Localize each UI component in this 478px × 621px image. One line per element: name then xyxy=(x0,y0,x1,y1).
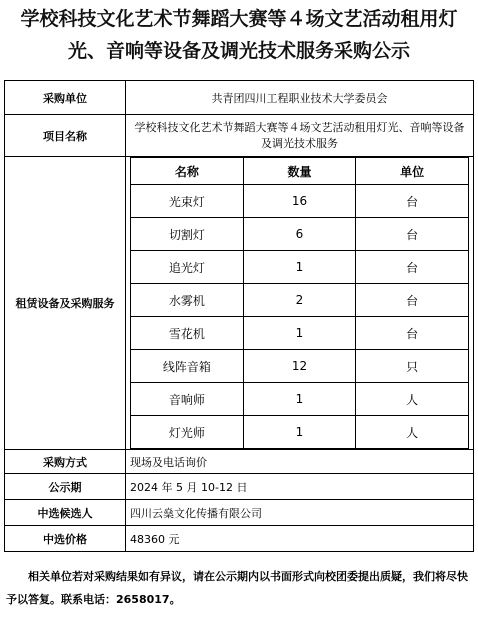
table-row xyxy=(131,383,469,416)
method-row xyxy=(5,450,474,474)
period-value: 2024 年 5 月 10-12 日 xyxy=(126,474,474,500)
winner-row xyxy=(5,500,474,526)
item-unit: 人 xyxy=(356,383,469,416)
item-unit: 台 xyxy=(356,185,469,218)
equipment-items-table xyxy=(130,157,469,449)
item-quantity: 1 xyxy=(243,416,356,449)
table-row xyxy=(131,185,469,218)
item-quantity: 12 xyxy=(243,350,356,383)
unit-label: 采购单位 xyxy=(5,81,126,115)
procurement-table xyxy=(4,80,474,552)
equipment-label-text: 租赁设备及采购服务 xyxy=(15,296,115,310)
period-row xyxy=(5,474,474,500)
notice-text: 相关单位若对采购结果如有异议，请在公示期内以书面形式向校团委提出质疑，我们将尽快予以答复。联系电话：2658017。 xyxy=(6,570,468,606)
unit-value: 共青团四川工程职业技术大学委员会 xyxy=(126,81,474,115)
item-unit: 只 xyxy=(356,350,469,383)
item-quantity: 1 xyxy=(243,251,356,284)
item-name: 光束灯 xyxy=(131,185,244,218)
item-name: 追光灯 xyxy=(131,251,244,284)
table-row xyxy=(131,284,469,317)
item-name: 水雾机 xyxy=(131,284,244,317)
item-name: 音响师 xyxy=(131,383,244,416)
item-quantity: 16 xyxy=(243,185,356,218)
method-value: 现场及电话询价 xyxy=(126,450,474,474)
equipment-label xyxy=(5,157,126,450)
project-row xyxy=(5,115,474,157)
project-value: 学校科技文化艺术节舞蹈大赛等４场文艺活动租用灯光、音响等设备及调光技术服务 xyxy=(126,115,474,157)
period-label: 公示期 xyxy=(5,474,126,500)
item-name: 灯光师 xyxy=(131,416,244,449)
header-unit: 单位 xyxy=(356,158,469,185)
item-name: 切割灯 xyxy=(131,218,244,251)
equipment-cell xyxy=(126,157,474,450)
item-name: 雪花机 xyxy=(131,317,244,350)
page-title-line-1: 学校科技文化艺术节舞蹈大赛等４场文艺活动租用灯 xyxy=(20,8,458,30)
winner-value: 四川云燊文化传播有限公司 xyxy=(126,500,474,526)
item-unit: 台 xyxy=(356,317,469,350)
item-unit: 人 xyxy=(356,416,469,449)
objection-notice xyxy=(6,565,472,611)
item-quantity: 1 xyxy=(243,383,356,416)
table-row xyxy=(131,218,469,251)
price-label: 中选价格 xyxy=(5,526,126,552)
item-unit: 台 xyxy=(356,218,469,251)
price-row xyxy=(5,526,474,552)
page-title-line-2: 光、音响等设备及调光技术服务采购公示 xyxy=(67,40,410,62)
table-row xyxy=(131,251,469,284)
items-header-row xyxy=(131,158,469,185)
project-label: 项目名称 xyxy=(5,115,126,157)
item-name: 线阵音箱 xyxy=(131,350,244,383)
item-quantity: 6 xyxy=(243,218,356,251)
item-unit: 台 xyxy=(356,251,469,284)
item-quantity: 2 xyxy=(243,284,356,317)
method-label: 采购方式 xyxy=(5,450,126,474)
header-quantity: 数量 xyxy=(243,158,356,185)
header-name: 名称 xyxy=(131,158,244,185)
table-row xyxy=(131,317,469,350)
winner-label: 中选候选人 xyxy=(5,500,126,526)
item-quantity: 1 xyxy=(243,317,356,350)
item-unit: 台 xyxy=(356,284,469,317)
table-row xyxy=(131,350,469,383)
table-row xyxy=(131,416,469,449)
equipment-row xyxy=(5,157,474,450)
unit-row xyxy=(5,81,474,115)
price-value: 48360 元 xyxy=(126,526,474,552)
